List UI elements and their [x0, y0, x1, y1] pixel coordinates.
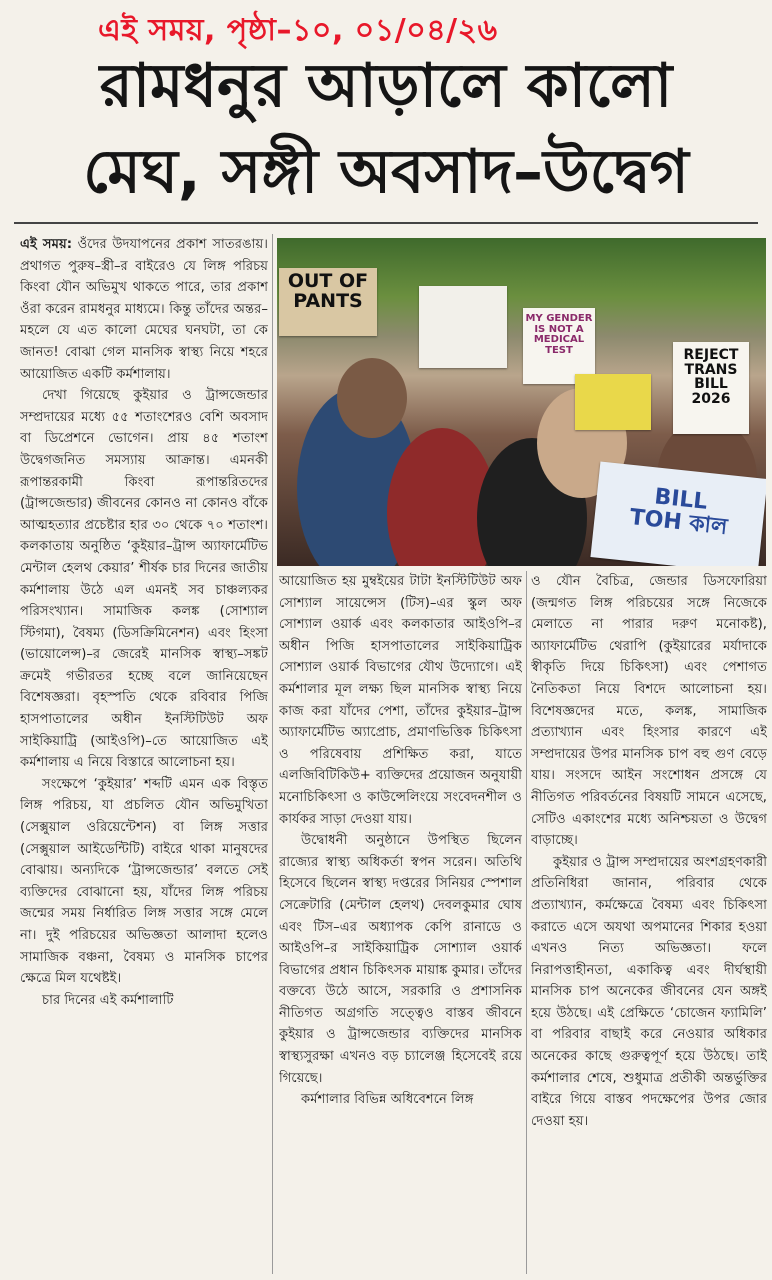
placard-bill-toh: BILL TOH কাল: [590, 461, 766, 566]
article-paragraph: কর্মশালার বিভিন্ন অধিবেশনে লিঙ্গ: [301, 1092, 474, 1108]
article-paragraph: ও যৌন বৈচিত্র, জেন্ডার ডিসফোরিয়া (জন্মগত লিঙ্গ পরিচয়ের সঙ্গে নিজেকে মেলাতে না পারার দরুণ মনোকষ্ট), অ্যাফার্মেটিভ থেরাপি (কুইয়ারের মর্যাদাকে স্বীকৃতি দিয়ে চিকিৎসা) এবং পেশাগত নৈতিকতা নিয়ে বিশদে আলোচনা হয়। বিশেষজ্ঞদের মতে, কলঙ্ক, সামাজিক প্রত্যাখ্যান এবং হিংসার কারণে এই সম্প্রদায়ের উপর মানসিক চাপ বহু গুণ বেড়ে যায়। সংসদে আইন সংশোধন প্রসঙ্গে যে নীতিগত পরিবর্তনের বিষয়টি সামনে এসেছে, সেটিও একাংশের মধ্যে অনিশ্চয়তা ও উদ্বেগ বাড়াচ্ছে।: [531, 574, 767, 849]
article-paragraph: [20, 234, 268, 385]
column-divider: [272, 234, 273, 1274]
article-paragraph: সংক্ষেপে ‘কুইয়ার’ শব্দটি এমন এক বিস্তৃত লিঙ্গ পরিচয়, যা প্রচলিত যৌন অভিমুখিতা (সেক্সুয়াল ওরিয়েন্টেশন) বা লিঙ্গ সত্তার (সেক্সুয়াল আইডেন্টিটি) বাইরে থাকা মানুষদের বোঝায়। অন্যদিকে ‘ট্রান্সজেন্ডার’ বলতে সেই ব্যক্তিদের বোঝানো হয়, যাঁদের লিঙ্গ পরিচয় জন্মের সময় নির্ধারিত লিঙ্গ সত্তার সঙ্গে মেলে না। দুই পরিচয়ের অভিজ্ঞতা আলাদা হলেও সামাজিক বঞ্চনা, বৈষম্য ও মানসিক চাপের ক্ষেত্রে মিল যথেষ্টই।: [20, 776, 268, 987]
placard-reject-trans-bill: REJECT TRANS BILL 2026: [673, 342, 749, 434]
placard-my-gender: MY GENDER IS NOT A MEDICAL TEST: [523, 308, 595, 384]
article-paragraph: কুইয়ার ও ট্রান্স সম্প্রদায়ের অংশগ্রহণকারী প্রতিনিধিরা জানান, পরিবার থেকে প্রত্যাখ্যান, কর্মক্ষেত্রে বৈষম্য এবং চিকিৎসা করাতে এসে অযথা অপমানের শিকার হওয়া এখনও নিত্য অভিজ্ঞতা। ফলে নিরাপত্তাহীনতা, একাকিত্ব এবং দীর্ঘস্থায়ী মানসিক চাপ অনেকের জীবনের যেন অঙ্গই হয়ে উঠছে। এই প্রেক্ষিতে ‘চোজেন ফ্যামিলি’ বা পরিবার বাছাই করে নেওয়ার অধিকার অনেকের কাছে গুরুত্বপূর্ণ হয়ে উঠছে। তাই কর্মশালার শেষে, শুধুমাত্র প্রতীকী অন্তর্ভুক্তির বাইরে গিয়ে বাস্তব পদক্ষেপের উপর জোর দেওয়া হয়।: [531, 854, 767, 1129]
photo-crowd: [337, 358, 407, 438]
placard-blank: [419, 286, 507, 368]
headline-line-1: রামধনুর আড়ালে কালো: [99, 51, 673, 121]
headline-line-2: মেঘ, সঙ্গী অবসাদ–উদ্বেগ: [83, 137, 689, 207]
paragraph-text: ওঁদের উদযাপনের প্রকাশ সাতরঙায়। প্রথাগত পুরুষ–স্ত্রী–র বাইরেও যে লিঙ্গ পরিচয় কিংবা যৌন অভিমুখ থাকতে পারে, তার প্রকাশ ওঁরা করেন রামধনুর মাধ্যমে। কিন্তু তাঁদের অন্তর–মহলে যে এত কালো মেঘের ঘনঘটা, তা কে জানত! বোঝা গেল মানসিক স্বাস্থ্য নিয়ে শহরে আয়োজিত একটি কর্মশালায়।: [20, 237, 268, 382]
source-line: এই সময়, পৃষ্ঠা–১০, ০১/০৪/২৬: [98, 13, 498, 48]
article-paragraph: উদ্বোধনী অনুষ্ঠানে উপস্থিত ছিলেন রাজ্যের স্বাস্থ্য অধিকর্তা স্বপন সরেন। অতিথি হিসেবে ছিলেন স্বাস্থ্য দপ্তরের সিনিয়র স্পেশাল সেক্রেটারি (মেন্টাল হেলথ) দেবলকুমার ঘোষ এবং টিস–এর অধ্যাপক কেপি রানাডে ও আইওপি–র সাইকিয়াট্রিক সোশ্যাল ওয়ার্ক বিভাগের প্রধান চিকিৎসক মায়াঙ্ক কুমার। তাঁদের বক্তব্যে উঠে আসে, সরকারি ও প্রশাসনিক নীতিগত অগ্রগতি সত্ত্বেও বাস্তব জীবনে কুইয়ার ও ট্রান্সজেন্ডার ব্যক্তিদের মানসিক স্বাস্থ্যসুরক্ষা এখনও বড় চ্যালেঞ্জ হিসেবেই রয়ে গিয়েছে।: [279, 833, 522, 1086]
article-column-2: [279, 571, 522, 1276]
article-paragraph: আয়োজিত হয় মুম্বইয়ের টাটা ইনস্টিটিউট অফ সোশ্যাল সায়েন্সেস (টিস)–এর স্কুল অফ সোশ্যাল ওয়ার্ক এবং কলকাতার আইওপি–র অধীন পিজি হাসপাতালের সাইকিয়াট্রিক সোশ্যাল ওয়ার্ক বিভাগের যৌথ উদ্যোগে। এই কর্মশালার মূল লক্ষ্য ছিল মানসিক স্বাস্থ্য নিয়ে কাজ করা যাঁদের পেশা, তাঁদের কুইয়ার–ট্রান্স অ্যাফার্মেটিভ অ্যাপ্রোচ, প্রমাণভিত্তিক চিকিৎসা ও পরিষেবায় প্রশিক্ষিত করা, যাতে এলজিবিটিকিউ+ ব্যক্তিদের প্রয়োজন অনুযায়ী মনোচিকিৎসা ও কাউন্সেলিংয়ে সংবেদনশীল ও কার্যকর সাড়া দেওয়া যায়।: [279, 574, 522, 827]
article-paragraph: চার দিনের এই কর্মশালাটি: [42, 992, 174, 1008]
article-column-1: [20, 234, 268, 1274]
placard-yellow: [575, 374, 651, 430]
placard-out-of-pants: OUT OF PANTS: [279, 268, 377, 336]
article-paragraph: দেখা গিয়েছে কুইয়ার ও ট্রান্সজেন্ডার সম্প্রদায়ের মধ্যে ৫৫ শতাংশেরও বেশি অবসাদ বা ডিপ্রেশনে ভোগেন। প্রায় ৪৫ শতাংশ উদ্বেগজনিত সমস্যায় আক্রান্ত। এমনকী রূপান্তরকামী কিংবা রূপান্তরিতদের (ট্রান্সজেন্ডার) জীবনের কোনও না কোনও বাঁকে আত্মহত্যার প্রচেষ্টার হার ৩০ থেকে ৭০ শতাংশ। কলকাতায় অনুষ্ঠিত ‘কুইয়ার–ট্রান্স অ্যাফার্মেটিভ মেন্টাল হেলথ কেয়ার’ শীর্ষক চার দিনের জাতীয় কর্মশালায় উঠে এল এমনই সব চাঞ্চল্যকর পরিসংখ্যান। সামাজিক কলঙ্ক (সোশ্যাল স্টিগমা), বৈষম্য (ডিসক্রিমিনেশন) এবং হিংসা (ভায়োলেন্স)–র জেরেই মানসিক স্বাস্থ্য–সঙ্কট ক্রমেই গভীরতর হচ্ছে বলে জানিয়েছেন বিশেষজ্ঞরা। বৃহস্পতি থেকে রবিবার পিজি হাসপাতালের অধীন ইনস্টিটিউট অফ সাইকিয়াট্রি (আইওপি)–তে আয়োজিত এই কর্মশালায় এ নিয়ে বিস্তারে আলোচনা হয়।: [20, 388, 268, 771]
article-column-3: [531, 571, 767, 1276]
dateline: এই সময়:: [20, 237, 72, 252]
headline-rule: [14, 222, 758, 224]
protest-photo: [277, 238, 766, 566]
column-divider: [526, 571, 527, 1274]
